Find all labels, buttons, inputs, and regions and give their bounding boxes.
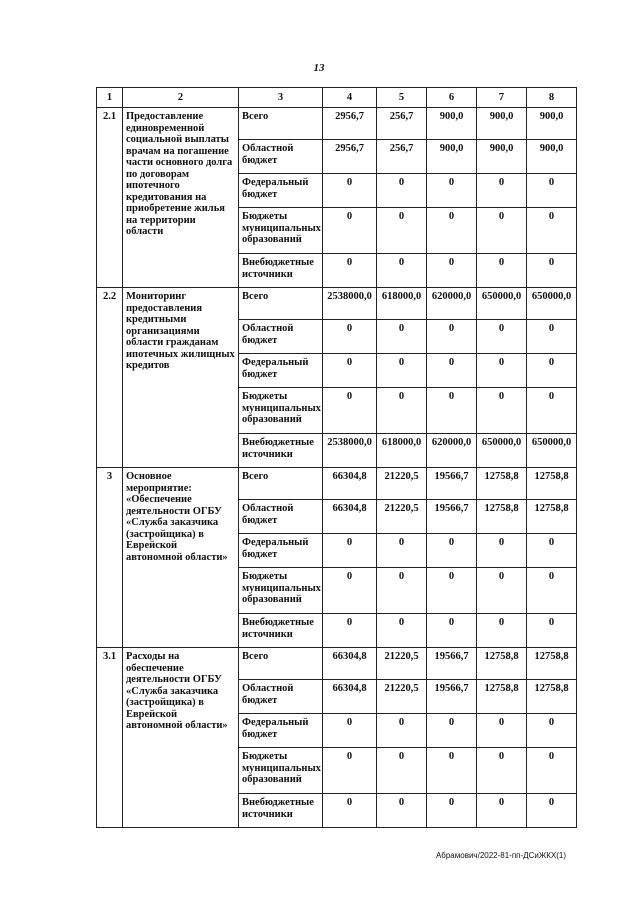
amount-cell: 0 <box>427 388 477 434</box>
amount-cell: 0 <box>427 748 477 794</box>
amount-cell: 0 <box>527 568 577 614</box>
amount-cell: 0 <box>527 534 577 568</box>
amount-cell: 256,7 <box>377 108 427 140</box>
amount-cell: 900,0 <box>477 108 527 140</box>
amount-cell: 0 <box>323 174 377 208</box>
amount-cell: 0 <box>527 614 577 648</box>
amount-cell: 0 <box>323 254 377 288</box>
amount-cell: 900,0 <box>477 140 527 174</box>
amount-cell: 0 <box>377 568 427 614</box>
funding-source-cell: Бюджеты муниципальных образований <box>239 748 323 794</box>
amount-cell: 66304,8 <box>323 468 377 500</box>
amount-cell: 12758,8 <box>527 680 577 714</box>
amount-cell: 0 <box>323 534 377 568</box>
column-number-row <box>97 88 577 108</box>
table-row <box>97 468 577 500</box>
amount-cell: 0 <box>527 714 577 748</box>
amount-cell: 0 <box>427 354 477 388</box>
funding-source-cell: Областной бюджет <box>239 680 323 714</box>
amount-cell: 0 <box>477 254 527 288</box>
amount-cell: 19566,7 <box>427 468 477 500</box>
amount-cell: 12758,8 <box>477 648 527 680</box>
amount-cell: 256,7 <box>377 140 427 174</box>
amount-cell: 0 <box>427 174 477 208</box>
funding-source-cell: Внебюджетные источники <box>239 794 323 828</box>
funding-source-cell: Внебюджетные источники <box>239 614 323 648</box>
amount-cell: 900,0 <box>427 140 477 174</box>
amount-cell: 0 <box>377 254 427 288</box>
funding-source-cell: Бюджеты муниципальных образований <box>239 208 323 254</box>
amount-cell: 0 <box>427 714 477 748</box>
amount-cell: 650000,0 <box>477 288 527 320</box>
amount-cell: 650000,0 <box>527 288 577 320</box>
item-number-cell: 2.1 <box>97 108 123 288</box>
amount-cell: 0 <box>323 614 377 648</box>
column-number-header: 7 <box>477 88 527 108</box>
funding-source-cell: Внебюджетные источники <box>239 254 323 288</box>
amount-cell: 66304,8 <box>323 680 377 714</box>
amount-cell: 0 <box>377 794 427 828</box>
amount-cell: 0 <box>527 388 577 434</box>
amount-cell: 0 <box>323 320 377 354</box>
amount-cell: 0 <box>377 208 427 254</box>
amount-cell: 0 <box>427 568 477 614</box>
amount-cell: 900,0 <box>527 108 577 140</box>
measure-name-cell: Расходы на обеспечение деятельности ОГБУ «Служба заказчика (застройщика) в Еврейской автономной области» <box>123 648 239 828</box>
amount-cell: 620000,0 <box>427 288 477 320</box>
page-number: 13 <box>313 62 325 74</box>
amount-cell: 0 <box>477 534 527 568</box>
amount-cell: 0 <box>477 568 527 614</box>
amount-cell: 620000,0 <box>427 434 477 468</box>
item-number-cell: 3 <box>97 468 123 648</box>
amount-cell: 19566,7 <box>427 680 477 714</box>
measure-name-cell: Мониторинг предоставления кредитными организациями области гражданам ипотечных жилищных кредитов <box>123 288 239 468</box>
amount-cell: 0 <box>377 614 427 648</box>
amount-cell: 0 <box>377 354 427 388</box>
funding-source-cell: Всего <box>239 108 323 140</box>
amount-cell: 0 <box>477 794 527 828</box>
amount-cell: 0 <box>323 748 377 794</box>
document-footer: Абрамович/2022-81-пп-ДСиЖКХ(1) <box>435 851 566 860</box>
funding-source-cell: Внебюджетные источники <box>239 434 323 468</box>
funding-source-cell: Бюджеты муниципальных образований <box>239 388 323 434</box>
amount-cell: 0 <box>477 320 527 354</box>
funding-source-cell: Бюджеты муниципальных образований <box>239 568 323 614</box>
amount-cell: 0 <box>377 748 427 794</box>
amount-cell: 0 <box>323 794 377 828</box>
table-body <box>97 88 577 828</box>
amount-cell: 0 <box>427 254 477 288</box>
amount-cell: 66304,8 <box>323 500 377 534</box>
amount-cell: 0 <box>323 568 377 614</box>
amount-cell: 0 <box>527 174 577 208</box>
funding-source-cell: Федеральный бюджет <box>239 174 323 208</box>
item-number-cell: 2.2 <box>97 288 123 468</box>
funding-source-cell: Областной бюджет <box>239 500 323 534</box>
amount-cell: 0 <box>477 388 527 434</box>
amount-cell: 12758,8 <box>527 500 577 534</box>
amount-cell: 0 <box>427 794 477 828</box>
amount-cell: 21220,5 <box>377 648 427 680</box>
amount-cell: 12758,8 <box>527 468 577 500</box>
column-number-header: 4 <box>323 88 377 108</box>
funding-source-cell: Федеральный бюджет <box>239 714 323 748</box>
amount-cell: 0 <box>377 534 427 568</box>
amount-cell: 2956,7 <box>323 140 377 174</box>
amount-cell: 0 <box>377 388 427 434</box>
amount-cell: 12758,8 <box>527 648 577 680</box>
amount-cell: 900,0 <box>527 140 577 174</box>
funding-source-cell: Областной бюджет <box>239 140 323 174</box>
amount-cell: 0 <box>527 794 577 828</box>
column-number-header: 2 <box>123 88 239 108</box>
column-number-header: 3 <box>239 88 323 108</box>
table-row <box>97 648 577 680</box>
amount-cell: 618000,0 <box>377 434 427 468</box>
amount-cell: 0 <box>477 208 527 254</box>
amount-cell: 0 <box>527 354 577 388</box>
amount-cell: 0 <box>377 174 427 208</box>
amount-cell: 19566,7 <box>427 500 477 534</box>
amount-cell: 12758,8 <box>477 468 527 500</box>
amount-cell: 0 <box>323 208 377 254</box>
amount-cell: 0 <box>477 748 527 794</box>
amount-cell: 0 <box>427 614 477 648</box>
amount-cell: 0 <box>477 354 527 388</box>
funding-source-cell: Всего <box>239 288 323 320</box>
amount-cell: 650000,0 <box>477 434 527 468</box>
amount-cell: 618000,0 <box>377 288 427 320</box>
amount-cell: 0 <box>477 614 527 648</box>
amount-cell: 0 <box>323 388 377 434</box>
amount-cell: 0 <box>323 354 377 388</box>
amount-cell: 0 <box>377 320 427 354</box>
column-number-header: 6 <box>427 88 477 108</box>
amount-cell: 66304,8 <box>323 648 377 680</box>
amount-cell: 0 <box>527 254 577 288</box>
amount-cell: 0 <box>477 174 527 208</box>
amount-cell: 0 <box>377 714 427 748</box>
table-row <box>97 108 577 140</box>
measure-name-cell: Предоставление единовременной социальной выплаты врачам на погашение части основного долга по договорам ипотечного кредитования на приобретение жилья на территории области <box>123 108 239 288</box>
amount-cell: 0 <box>427 320 477 354</box>
amount-cell: 21220,5 <box>377 680 427 714</box>
funding-source-cell: Федеральный бюджет <box>239 534 323 568</box>
amount-cell: 0 <box>427 208 477 254</box>
measure-name-cell: Основное мероприятие: «Обеспечение деятельности ОГБУ «Служба заказчика (застройщика) в Еврейской автономной области» <box>123 468 239 648</box>
amount-cell: 12758,8 <box>477 500 527 534</box>
item-number-cell: 3.1 <box>97 648 123 828</box>
amount-cell: 0 <box>527 320 577 354</box>
amount-cell: 0 <box>527 748 577 794</box>
amount-cell: 2538000,0 <box>323 434 377 468</box>
amount-cell: 0 <box>323 714 377 748</box>
amount-cell: 21220,5 <box>377 500 427 534</box>
amount-cell: 0 <box>477 714 527 748</box>
funding-source-cell: Всего <box>239 468 323 500</box>
amount-cell: 650000,0 <box>527 434 577 468</box>
amount-cell: 900,0 <box>427 108 477 140</box>
funding-source-cell: Федеральный бюджет <box>239 354 323 388</box>
amount-cell: 19566,7 <box>427 648 477 680</box>
table-row <box>97 288 577 320</box>
budget-table <box>96 87 577 828</box>
amount-cell: 12758,8 <box>477 680 527 714</box>
column-number-header: 1 <box>97 88 123 108</box>
column-number-header: 8 <box>527 88 577 108</box>
amount-cell: 2538000,0 <box>323 288 377 320</box>
amount-cell: 0 <box>527 208 577 254</box>
amount-cell: 21220,5 <box>377 468 427 500</box>
column-number-header: 5 <box>377 88 427 108</box>
amount-cell: 0 <box>427 534 477 568</box>
amount-cell: 2956,7 <box>323 108 377 140</box>
funding-source-cell: Областной бюджет <box>239 320 323 354</box>
funding-source-cell: Всего <box>239 648 323 680</box>
